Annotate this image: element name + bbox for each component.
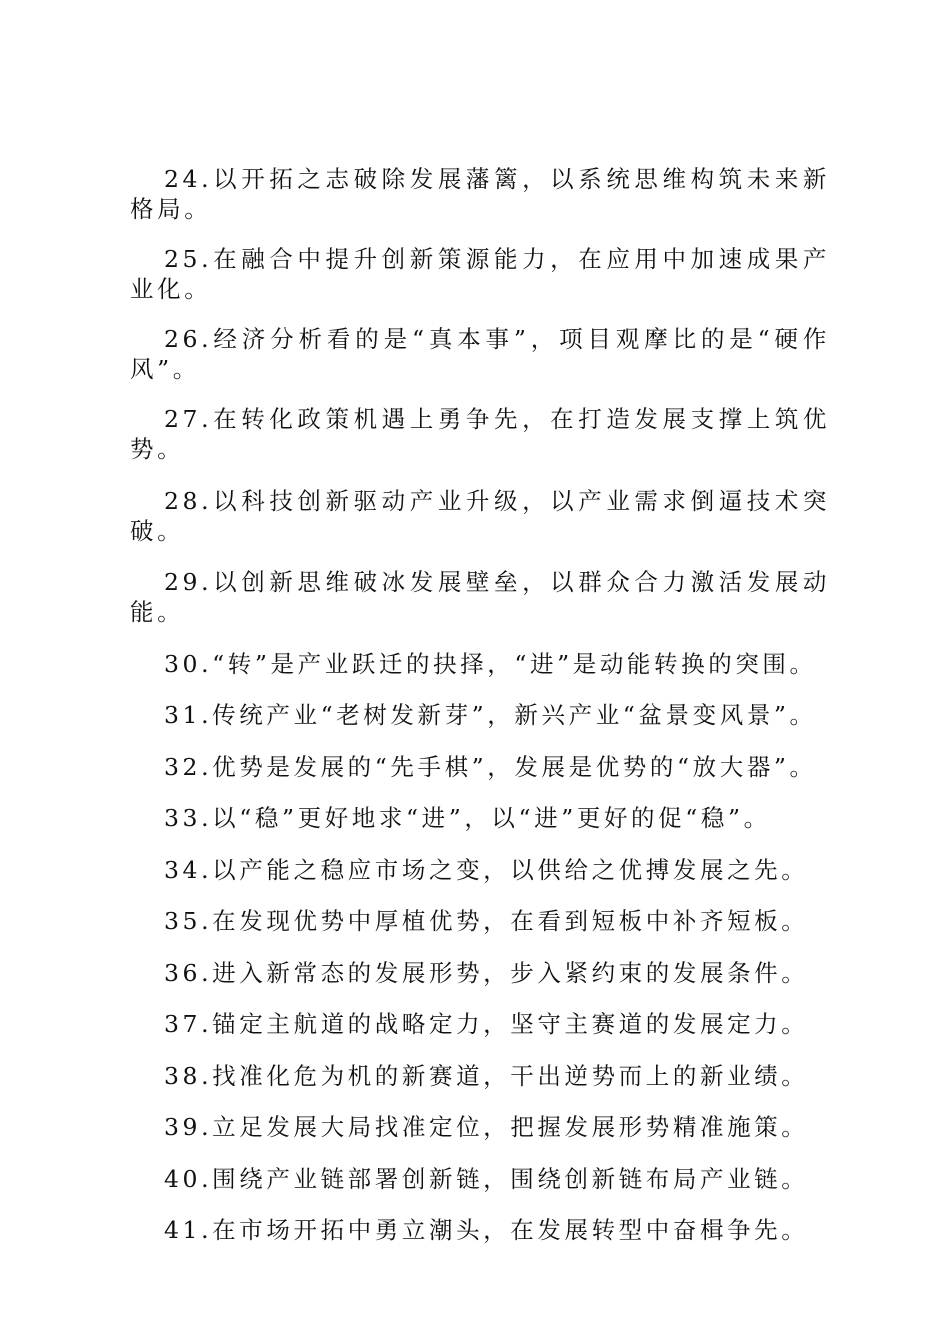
list-item: 36.进入新常态的发展形势，步入紧约束的发展条件。 [164, 958, 809, 987]
list-item: 28.以科技创新驱动产业升级，以产业需求倒逼技术突破。 [130, 486, 830, 545]
list-item: 25.在融合中提升创新策源能力，在应用中加速成果产业化。 [130, 245, 830, 303]
list-item: 30.“转”是产业跃迁的抉择，“进”是动能转换的突围。 [164, 649, 817, 678]
list-item: 39.立足发展大局找准定位，把握发展形势精准施策。 [164, 1113, 809, 1141]
list-item: 34.以产能之稳应市场之变，以供给之优搏发展之先。 [164, 855, 809, 884]
phrase-list [130, 164, 830, 1267]
list-item: 33.以“稳”更好地求“进”，以“进”更好的促“稳”。 [164, 804, 771, 832]
list-item: 37.锚定主航道的战略定力，坚守主赛道的发展定力。 [164, 1010, 809, 1038]
list-item: 26.经济分析看的是“真本事”，项目观摩比的是“硬作风”。 [130, 325, 830, 383]
list-item: 29.以创新思维破冰发展壁垒，以群众合力激活发展动能。 [130, 568, 830, 626]
list-item: 40.围绕产业链部署创新链，围绕创新链布局产业链。 [164, 1164, 809, 1193]
list-item: 32.优势是发展的“先手棋”，发展是优势的“放大器”。 [164, 752, 817, 781]
list-item: 31.传统产业“老树发新芽”，新兴产业“盆景变风景”。 [164, 701, 817, 729]
list-item: 41.在市场开拓中勇立潮头，在发展转型中奋楫争先。 [164, 1216, 809, 1244]
list-item: 38.找准化危为机的新赛道，干出逆势而上的新业绩。 [164, 1061, 809, 1090]
list-item: 27.在转化政策机遇上勇争先，在打造发展支撑上筑优势。 [130, 405, 830, 463]
list-item: 35.在发现优势中厚植优势，在看到短板中补齐短板。 [164, 907, 809, 935]
list-item: 24.以开拓之志破除发展藩篱，以系统思维构筑未来新格局。 [130, 165, 830, 223]
